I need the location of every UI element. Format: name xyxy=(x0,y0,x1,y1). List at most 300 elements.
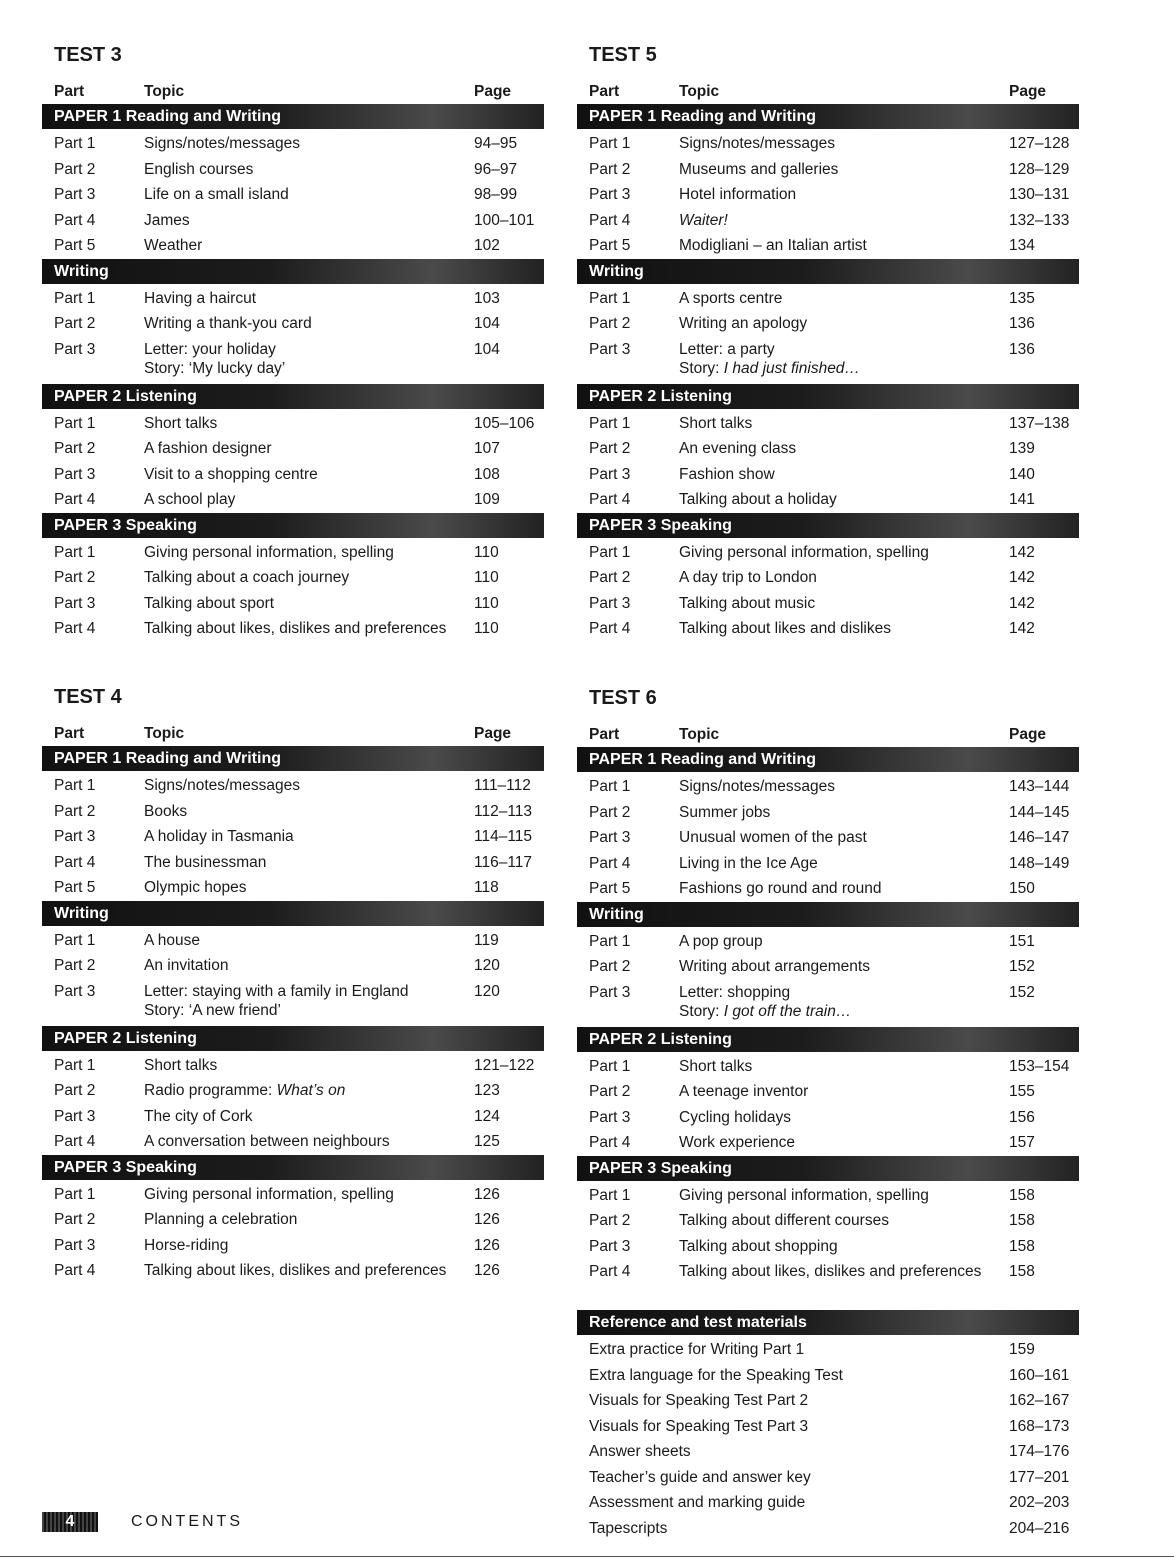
topic-cell xyxy=(144,982,474,1026)
part-cell: Part 3 xyxy=(589,340,631,358)
topic-cell xyxy=(679,286,1009,312)
topic-text: A conversation between neighbours xyxy=(144,1133,390,1150)
page-cell: 136 xyxy=(1009,315,1035,332)
bottom-rule xyxy=(0,1556,1174,1557)
topic-cell xyxy=(679,1130,1009,1156)
table-row xyxy=(577,157,1079,183)
section-header: PAPER 2 Listening xyxy=(42,1026,544,1051)
topic-cell xyxy=(679,1208,1009,1234)
table-row xyxy=(577,182,1079,208)
topic-text: English courses xyxy=(144,160,254,178)
topic-cell xyxy=(144,540,474,566)
topic-cell xyxy=(144,1233,474,1259)
table-row xyxy=(577,1388,1079,1414)
topic-cell xyxy=(679,340,1009,384)
page-cell: 128–129 xyxy=(1009,160,1070,178)
part-cell: Part 5 xyxy=(589,237,631,254)
page-cell: 116–117 xyxy=(474,853,533,871)
page-cell: 100–101 xyxy=(474,211,535,229)
page-cell: 142 xyxy=(1009,620,1035,637)
topic-cell xyxy=(144,131,474,157)
section-header: PAPER 1 Reading and Writing xyxy=(42,746,544,771)
table-row xyxy=(577,131,1079,157)
topic-cell xyxy=(144,157,474,183)
page-cell: 134 xyxy=(1009,237,1035,254)
table-row xyxy=(577,876,1079,902)
topic-text: Giving personal information, spelling xyxy=(679,1186,929,1204)
topic-cell xyxy=(144,1182,474,1208)
page-cell: 120 xyxy=(474,957,500,974)
part-cell: Part 2 xyxy=(54,160,96,178)
page-cell: 160–161 xyxy=(1009,1366,1070,1384)
table-row xyxy=(42,850,544,876)
topic-cell xyxy=(679,1234,1009,1260)
topic-cell xyxy=(679,876,1009,902)
part-cell: Part 1 xyxy=(54,135,96,152)
part-header: Part xyxy=(54,83,85,100)
page-cell: 120 xyxy=(474,982,500,1000)
table-row xyxy=(577,1234,1079,1260)
part-cell: Part 2 xyxy=(54,440,96,457)
part-cell: Part 1 xyxy=(54,931,96,949)
topic-cell xyxy=(144,773,474,799)
topic-cell xyxy=(144,850,474,876)
topic-cell xyxy=(679,411,1009,437)
part-cell: Part 4 xyxy=(589,620,631,637)
topic-cell xyxy=(144,233,474,259)
topic-text: Living in the Ice Age xyxy=(679,854,818,872)
part-cell: Part 5 xyxy=(54,237,96,254)
topic-cell xyxy=(144,1104,474,1130)
table-row xyxy=(577,1516,1079,1542)
table-row xyxy=(577,1414,1079,1440)
topic-header: Topic xyxy=(144,83,185,100)
part-cell: Part 1 xyxy=(54,414,96,432)
page-cell: 155 xyxy=(1009,1083,1035,1100)
part-cell: Part 4 xyxy=(589,211,631,229)
page-cell: 124 xyxy=(474,1107,500,1125)
page-cell: 204–216 xyxy=(1009,1519,1070,1537)
part-cell: Part 4 xyxy=(54,491,96,508)
topic-cell xyxy=(144,565,474,591)
table-row xyxy=(577,1490,1079,1516)
topic-text: Letter: a party xyxy=(679,340,775,358)
topic-header: Topic xyxy=(679,726,720,743)
section-header: Writing xyxy=(42,901,544,926)
topic-second-line: Story: ‘My lucky day’ xyxy=(144,359,286,377)
topic-cell xyxy=(144,487,474,513)
page-cell: 110 xyxy=(474,620,499,637)
page-cell: 174–176 xyxy=(1009,1443,1070,1460)
topic-cell xyxy=(679,208,1009,234)
topic-text: Writing about arrangements xyxy=(679,958,870,975)
column-headers xyxy=(42,722,544,746)
table-row xyxy=(42,773,544,799)
page-cell: 109 xyxy=(474,491,500,508)
table-row xyxy=(42,233,544,259)
page-cell: 140 xyxy=(1009,465,1035,483)
page-header: Page xyxy=(474,83,512,100)
topic-cell xyxy=(679,311,1009,337)
topic-cell xyxy=(679,131,1009,157)
table-row xyxy=(577,311,1079,337)
table-row xyxy=(577,1208,1079,1234)
page-cell: 151 xyxy=(1009,932,1035,950)
topic-text: Having a haircut xyxy=(144,289,257,307)
topic-text: Cycling holidays xyxy=(679,1108,791,1126)
part-header: Part xyxy=(589,726,620,743)
page-number: 4 xyxy=(42,1512,98,1532)
table-row xyxy=(42,157,544,183)
page-cell: 152 xyxy=(1009,958,1035,975)
test-6-block xyxy=(577,685,1079,1285)
table-row xyxy=(42,875,544,901)
page-cell: 158 xyxy=(1009,1212,1035,1229)
topic-text: Horse-riding xyxy=(144,1236,229,1254)
topic-text: Letter: your holiday xyxy=(144,340,276,358)
topic-text: Visit to a shopping centre xyxy=(144,465,318,483)
page-cell: 94–95 xyxy=(474,135,518,152)
test-title: TEST 6 xyxy=(589,687,657,709)
table-row xyxy=(577,954,1079,980)
topic-cell xyxy=(679,851,1009,877)
table-row xyxy=(42,616,544,642)
topic-cell xyxy=(144,799,474,825)
page-cell: 158 xyxy=(1009,1186,1035,1204)
topic-cell xyxy=(679,565,1009,591)
part-cell: Part 2 xyxy=(589,160,631,178)
topic-text: Museums and galleries xyxy=(679,160,839,178)
topic-cell: Tapescripts xyxy=(589,1519,668,1537)
page-cell: 158 xyxy=(1009,1237,1035,1255)
table-row xyxy=(42,1233,544,1259)
topic-text: Radio programme: xyxy=(144,1082,277,1099)
topic-text: Talking about sport xyxy=(144,594,275,612)
table-row xyxy=(42,540,544,566)
page-cell: 142 xyxy=(1009,543,1035,561)
section-header: PAPER 3 Speaking xyxy=(42,513,544,538)
table-row xyxy=(577,540,1079,566)
topic-header: Topic xyxy=(679,83,720,100)
part-cell: Part 3 xyxy=(589,594,631,612)
topic-cell xyxy=(679,233,1009,259)
table-row xyxy=(42,953,544,979)
topic-cell xyxy=(679,182,1009,208)
table-row xyxy=(577,1363,1079,1389)
topic-text: Giving personal information, spelling xyxy=(144,1185,394,1203)
table-row xyxy=(577,1337,1079,1363)
part-cell: Part 1 xyxy=(589,932,631,950)
page-cell: 144–145 xyxy=(1009,803,1070,821)
table-row xyxy=(577,436,1079,462)
part-header: Part xyxy=(54,725,85,742)
topic-cell xyxy=(144,1258,474,1284)
topic-cell: Extra practice for Writing Part 1 xyxy=(589,1341,805,1358)
topic-text: Fashions go round and round xyxy=(679,880,882,897)
section-header: PAPER 3 Speaking xyxy=(577,1156,1079,1181)
topic-text: A school play xyxy=(144,491,236,508)
table-row xyxy=(42,487,544,513)
table-row xyxy=(577,616,1079,642)
part-cell: Part 2 xyxy=(589,440,631,457)
table-row xyxy=(42,799,544,825)
topic-italic-text: What’s on xyxy=(276,1082,346,1099)
topic-text: Signs/notes/messages xyxy=(144,135,300,152)
page-cell: 130–131 xyxy=(1009,186,1070,203)
topic-text: Talking about likes and dislikes xyxy=(679,620,891,637)
page-header: Page xyxy=(474,725,512,742)
page-cell: 159 xyxy=(1009,1341,1035,1358)
topic-text: Short talks xyxy=(679,1057,753,1075)
topic-cell xyxy=(679,616,1009,642)
page-cell: 110 xyxy=(474,594,499,612)
page-cell: 105–106 xyxy=(474,414,535,432)
table-row xyxy=(577,851,1079,877)
story-title: I had just finished… xyxy=(723,359,860,377)
part-cell: Part 2 xyxy=(589,1212,631,1229)
topic-text: Life on a small island xyxy=(144,186,289,203)
table-row xyxy=(42,411,544,437)
table-row xyxy=(577,1054,1079,1080)
page-cell: 142 xyxy=(1009,594,1035,612)
page-cell: 143–144 xyxy=(1009,778,1070,795)
topic-text: The businessman xyxy=(144,853,267,871)
page-cell: 202–203 xyxy=(1009,1494,1070,1511)
table-row xyxy=(42,1207,544,1233)
table-row xyxy=(577,1439,1079,1465)
topic-second-line xyxy=(679,1002,1009,1021)
topic-cell xyxy=(144,591,474,617)
part-cell: Part 2 xyxy=(54,569,96,586)
table-row xyxy=(577,1259,1079,1285)
topic-text: Modigliani – an Italian artist xyxy=(679,237,867,254)
section-header: PAPER 3 Speaking xyxy=(42,1155,544,1180)
reference-list xyxy=(577,1337,1079,1541)
topic-cell: Visuals for Speaking Test Part 3 xyxy=(589,1417,809,1435)
page-cell: 157 xyxy=(1009,1134,1035,1151)
part-cell: Part 3 xyxy=(54,186,96,203)
page-cell: 152 xyxy=(1009,983,1035,1001)
part-cell: Part 1 xyxy=(54,1185,96,1203)
part-cell: Part 3 xyxy=(589,1108,631,1126)
part-cell: Part 3 xyxy=(589,983,631,1001)
page-cell: 146–147 xyxy=(1009,829,1070,846)
reference-header: Reference and test materials xyxy=(577,1310,1079,1335)
table-row xyxy=(577,565,1079,591)
page-cell: 135 xyxy=(1009,289,1035,307)
table-row xyxy=(577,1079,1079,1105)
topic-cell xyxy=(144,1053,474,1079)
topic-cell xyxy=(144,311,474,337)
topic-cell xyxy=(679,800,1009,826)
page-cell: 127–128 xyxy=(1009,135,1070,152)
table-row xyxy=(577,929,1079,955)
section-header: PAPER 2 Listening xyxy=(42,384,544,409)
topic-cell xyxy=(144,340,474,384)
topic-text: Olympic hopes xyxy=(144,879,247,896)
topic-cell xyxy=(679,929,1009,955)
part-cell: Part 1 xyxy=(589,1057,631,1075)
test-title: TEST 3 xyxy=(54,44,122,66)
part-cell: Part 2 xyxy=(589,569,631,586)
topic-text: A teenage inventor xyxy=(679,1083,809,1100)
topic-cell xyxy=(679,540,1009,566)
topic-text: A fashion designer xyxy=(144,440,272,457)
topic-cell xyxy=(144,411,474,437)
table-row xyxy=(42,131,544,157)
topic-cell xyxy=(679,1183,1009,1209)
topic-cell xyxy=(144,208,474,234)
topic-cell xyxy=(679,954,1009,980)
section-header: PAPER 1 Reading and Writing xyxy=(42,104,544,129)
table-row xyxy=(42,1053,544,1079)
table-row xyxy=(42,565,544,591)
part-cell: Part 4 xyxy=(54,853,96,871)
part-cell: Part 2 xyxy=(54,802,96,820)
table-row xyxy=(42,1129,544,1155)
topic-text: A house xyxy=(144,931,201,949)
footer-label: CONTENTS xyxy=(131,1513,243,1530)
part-cell: Part 3 xyxy=(589,186,631,203)
part-cell: Part 1 xyxy=(54,777,96,794)
table-row xyxy=(42,182,544,208)
topic-text: Weather xyxy=(144,237,203,254)
page-cell: 125 xyxy=(474,1133,500,1150)
page-footer xyxy=(42,1512,243,1532)
topic-second-line xyxy=(679,359,1009,378)
topic-cell: Visuals for Speaking Test Part 2 xyxy=(589,1392,809,1409)
topic-text: Talking about different courses xyxy=(679,1212,889,1229)
column-headers xyxy=(42,80,544,104)
topic-text: Signs/notes/messages xyxy=(144,777,300,794)
part-cell: Part 1 xyxy=(54,289,96,307)
page-cell: 162–167 xyxy=(1009,1392,1070,1409)
topic-text: Letter: shopping xyxy=(679,983,791,1001)
test-title: TEST 5 xyxy=(589,44,657,66)
part-cell: Part 3 xyxy=(54,828,96,845)
part-cell: Part 1 xyxy=(589,778,631,795)
topic-cell xyxy=(679,1259,1009,1285)
page-cell: 137–138 xyxy=(1009,414,1070,432)
part-cell: Part 4 xyxy=(589,491,631,508)
topic-cell xyxy=(144,462,474,488)
topic-text: Short talks xyxy=(144,414,218,432)
part-cell: Part 3 xyxy=(589,829,631,846)
part-cell: Part 2 xyxy=(589,315,631,332)
test-4-block xyxy=(42,684,544,1284)
topic-cell: Teacher’s guide and answer key xyxy=(589,1468,811,1486)
topic-cell xyxy=(144,1129,474,1155)
part-cell: Part 1 xyxy=(589,289,631,307)
topic-cell xyxy=(144,286,474,312)
topic-text: Giving personal information, spelling xyxy=(679,543,929,561)
test-title: TEST 4 xyxy=(54,686,122,708)
part-cell: Part 2 xyxy=(54,1211,96,1228)
page-cell: 168–173 xyxy=(1009,1417,1070,1435)
page-cell: 103 xyxy=(474,289,500,307)
page-cell: 102 xyxy=(474,237,500,254)
topic-text: An evening class xyxy=(679,440,797,457)
column-headers xyxy=(577,723,1079,747)
topic-cell xyxy=(679,462,1009,488)
topic-cell xyxy=(144,436,474,462)
part-cell: Part 2 xyxy=(54,315,96,332)
section-header: PAPER 2 Listening xyxy=(577,384,1079,409)
table-row xyxy=(577,1183,1079,1209)
section-header: PAPER 3 Speaking xyxy=(577,513,1079,538)
section-header: Writing xyxy=(42,259,544,284)
part-cell: Part 2 xyxy=(589,1083,631,1100)
part-cell: Part 5 xyxy=(54,879,96,896)
table-row xyxy=(577,1130,1079,1156)
part-cell: Part 2 xyxy=(589,958,631,975)
section-header: Writing xyxy=(577,902,1079,927)
topic-cell xyxy=(144,953,474,979)
topic-text: Books xyxy=(144,802,188,820)
page-cell: 177–201 xyxy=(1009,1468,1070,1486)
table-row xyxy=(577,337,1079,384)
page-cell: 136 xyxy=(1009,340,1035,358)
page-cell: 156 xyxy=(1009,1108,1035,1126)
page-cell: 111–112 xyxy=(474,777,531,794)
topic-text: Hotel information xyxy=(679,186,797,203)
topic-text: Talking about a holiday xyxy=(679,491,837,508)
topic-text: A pop group xyxy=(679,932,763,950)
table-row xyxy=(42,1182,544,1208)
test-3-block xyxy=(42,42,544,642)
page-cell: 104 xyxy=(474,315,500,332)
topic-text: Waiter! xyxy=(679,211,728,229)
table-row xyxy=(42,462,544,488)
page-cell: 148–149 xyxy=(1009,854,1070,872)
topic-cell: Answer sheets xyxy=(589,1443,691,1460)
topic-cell xyxy=(679,157,1009,183)
table-row xyxy=(42,1258,544,1284)
page-cell: 96–97 xyxy=(474,160,518,178)
part-cell: Part 3 xyxy=(589,1237,631,1255)
section-header: PAPER 2 Listening xyxy=(577,1027,1079,1052)
topic-text: Work experience xyxy=(679,1134,796,1151)
topic-text: A day trip to London xyxy=(679,569,817,586)
topic-text: Fashion show xyxy=(679,465,775,483)
table-row xyxy=(42,286,544,312)
topic-text: Talking about shopping xyxy=(679,1237,838,1255)
part-cell: Part 4 xyxy=(589,854,631,872)
table-row xyxy=(42,436,544,462)
part-cell: Part 5 xyxy=(589,880,631,897)
topic-text: Short talks xyxy=(144,1056,218,1074)
page-cell: 139 xyxy=(1009,440,1035,457)
topic-cell xyxy=(679,436,1009,462)
part-header: Part xyxy=(589,83,620,100)
topic-text: Writing an apology xyxy=(679,315,808,332)
table-row xyxy=(42,311,544,337)
topic-text: A sports centre xyxy=(679,289,783,307)
column-headers xyxy=(577,80,1079,104)
part-cell: Part 4 xyxy=(589,1134,631,1151)
part-cell: Part 3 xyxy=(54,1236,96,1254)
table-row xyxy=(42,208,544,234)
table-row xyxy=(577,825,1079,851)
table-row xyxy=(42,1104,544,1130)
page-cell: 110 xyxy=(474,569,499,586)
page-header: Page xyxy=(1009,726,1047,743)
page-cell: 98–99 xyxy=(474,186,518,203)
page-cell: 110 xyxy=(474,543,499,561)
table-row xyxy=(577,1465,1079,1491)
page-cell: 121–122 xyxy=(474,1056,535,1074)
table-row xyxy=(577,411,1079,437)
